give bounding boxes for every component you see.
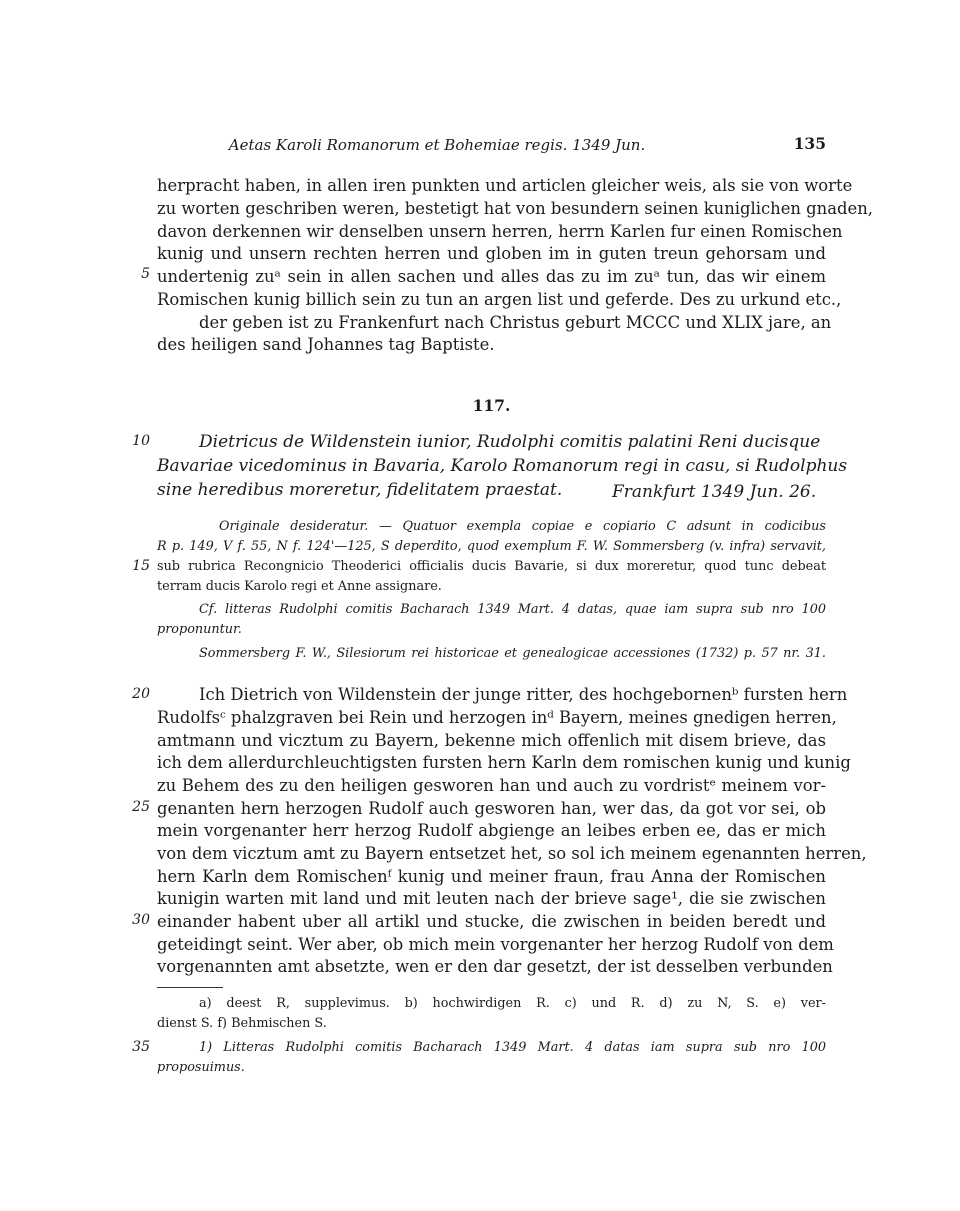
line-number: 30	[132, 912, 150, 928]
main-text-line: mein vorgenanter herr herzog Rudolf abgienge an leibes erben ee, das er mich	[157, 821, 826, 840]
main-text-line: Rudolfsᶜ phalzgraven bei Rein und herzogen inᵈ Bayern, meines gnedigen herren,	[157, 708, 837, 727]
note-line: Cf. litteras Rudolphi comitis Bacharach 1349 Mart. 4 datas, quae iam supra sub nro 100	[199, 602, 826, 617]
footnote-line: a) deest R, supplevimus. b) hochwirdigen R. c) und R. d) zu N, S. e) ver-	[199, 996, 826, 1011]
prev-text-line: zu worten geschriben weren, bestetigt hat von besundern seinen kuniglichen gnaden,	[157, 199, 873, 218]
line-number: 5	[141, 266, 150, 282]
line-number: 20	[132, 686, 150, 702]
main-text-line: hern Karln dem Romischenᶠ kunig und meiner fraun, frau Anna der Romischen	[157, 867, 826, 886]
prev-text-line: der geben ist zu Frankenfurt nach Christus geburt MCCC und XLIX jare, an	[199, 313, 832, 332]
line-number: 15	[132, 558, 150, 574]
note-line: terram ducis Karolo regi et Anne assignare.	[157, 579, 442, 594]
note-line: Originale desideratur. — Quatuor exempla copiae e copiario C adsunt in codicibus	[219, 519, 826, 534]
main-text-line: amtmann und vicztum zu Bayern, bekenne mich offenlich mit disem brieve, das	[157, 731, 826, 750]
document-number: 117.	[472, 396, 511, 415]
footnote-line: 1) Litteras Rudolphi comitis Bacharach 1349 Mart. 4 datas iam supra sub nro 100	[199, 1040, 826, 1055]
main-text-line: genanten hern herzogen Rudolf auch gesworen han, wer das, da got vor sei, ob	[157, 799, 826, 818]
main-text-line: geteidingt seint. Wer aber, ob mich mein vorgenanter her herzog Rudolf von dem	[157, 935, 834, 954]
regest-line: Bavariae vicedominus in Bavaria, Karolo Romanorum regi in casu, si Rudolphus	[157, 456, 848, 476]
line-number: 10	[132, 433, 150, 449]
regest-line: sine heredibus moreretur, fidelitatem praestat.	[157, 480, 563, 500]
line-number: 25	[132, 799, 150, 815]
line-number: 35	[132, 1039, 150, 1055]
main-text-line: Ich Dietrich von Wildenstein der junge ritter, des hochgebornenᵇ fursten hern	[199, 685, 848, 704]
note-line: proponuntur.	[157, 622, 242, 637]
note-line: R p. 149, V f. 55, N f. 124'—125, S deperdito, quod exemplum F. W. Sommersberg (v. infra) servavit,	[157, 539, 826, 554]
main-text-line: von dem vicztum amt zu Bayern entsetzet het, so sol ich meinem egenannten herren,	[157, 844, 867, 863]
note-line: Sommersberg F. W., Silesiorum rei historicae et genealogicae accessiones (1732) p. 57 nr. 31.	[199, 646, 826, 661]
main-text-line: vorgenannten amt absetzte, wen er den dar gesetzt, der ist desselben verbunden	[157, 957, 833, 976]
prev-text-line: davon derkennen wir denselben unsern herren, herrn Karlen fur einen Romischen	[157, 222, 843, 241]
running-header	[157, 134, 826, 156]
prev-text-line: herpracht haben, in allen iren punkten und articlen gleicher weis, als sie von worte	[157, 176, 853, 195]
prev-text-line: Romischen kunig billich sein zu tun an argen list und geferde. Des zu urkund etc.,	[157, 290, 842, 309]
main-text-line: zu Behem des zu den heiligen gesworen han und auch zu vordristᵉ meinem vor-	[157, 776, 826, 795]
page-number: 135	[793, 134, 826, 153]
place-date: Frankfurt 1349 Jun. 26.	[612, 482, 817, 502]
main-text-line: kunigin warten mit land und mit leuten nach der brieve sage¹, die sie zwischen	[157, 889, 826, 908]
footnote-line: dienst S. f) Behmischen S.	[157, 1016, 327, 1031]
main-text-line: einander habent uber all artikl und stucke, die zwischen in beiden beredt und	[157, 912, 826, 931]
regest-line: Dietricus de Wildenstein iunior, Rudolphi comitis palatini Reni ducisque	[199, 432, 821, 452]
prev-text-line: undertenig zuᵃ sein in allen sachen und alles das zu im zuᵃ tun, das wir einem	[157, 267, 826, 286]
main-text-line: ich dem allerdurchleuchtigsten fursten hern Karln dem romischen kunig und kunig	[157, 753, 851, 772]
running-title: Aetas Karoli Romanorum et Bohemiae regis. 1349 Jun.	[228, 136, 646, 154]
footnote-line: proposuimus.	[157, 1060, 245, 1075]
prev-text-line: des heiligen sand Johannes tag Baptiste.	[157, 335, 495, 354]
footnote-rule	[157, 987, 223, 988]
note-line: sub rubrica Recongnicio Theoderici officialis ducis Bavarie, si dux moreretur, quod tunc debeat	[157, 559, 826, 574]
prev-text-line: kunig und unsern rechten herren und globen im in guten treun gehorsam und	[157, 244, 826, 263]
